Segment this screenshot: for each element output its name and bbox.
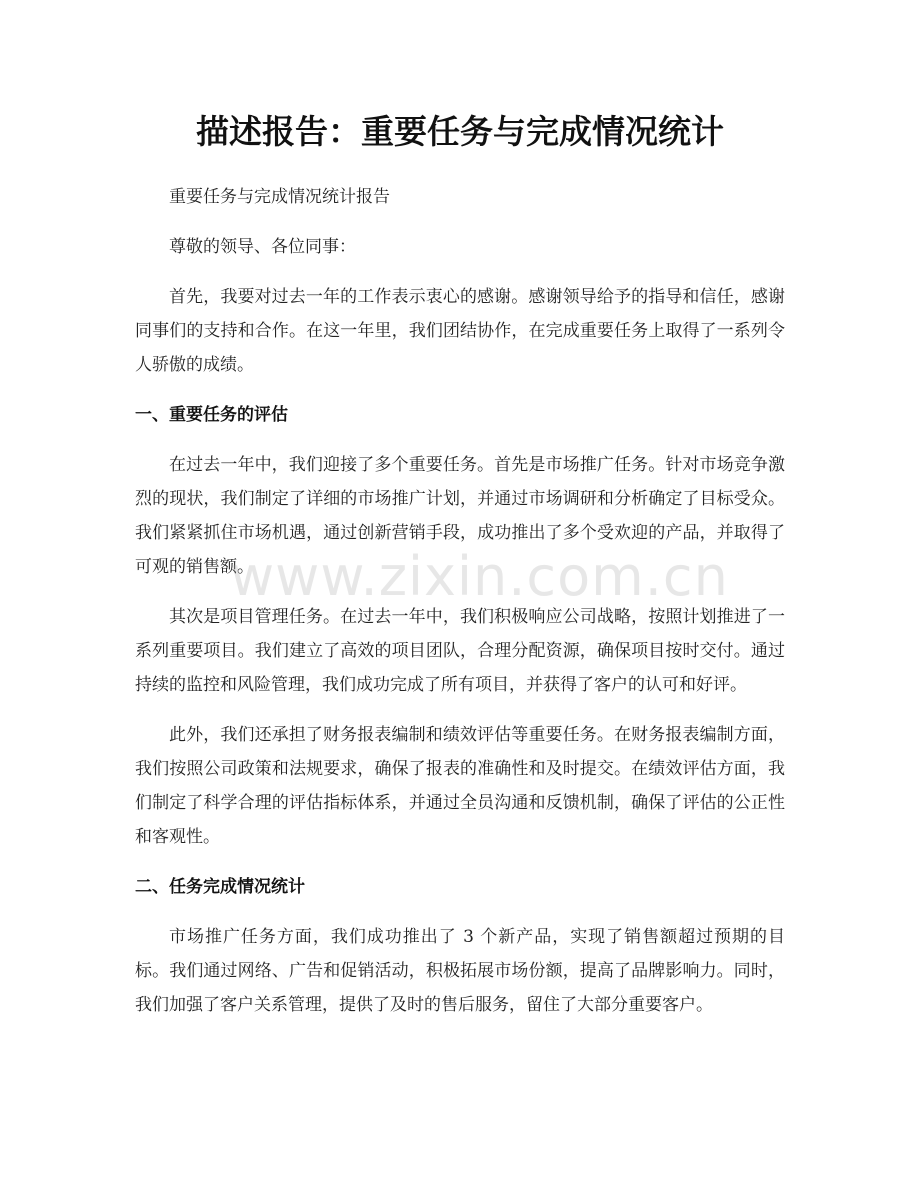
section-1-paragraph-2: 其次是项目管理任务。在过去一年中，我们积极响应公司战略，按照计划推进了一系列重要项目。我们建立了高效的项目团队，合理分配资源，确保项目按时交付。通过持续的监控和风险管理，我们成功完成了所有项目，并获得了客户的认可和好评。 (135, 607, 785, 695)
intro-paragraph: 首先，我要对过去一年的工作表示衷心的感谢。感谢领导给予的指导和信任，感谢同事们的支持和合作。在这一年里，我们团结协作，在完成重要任务上取得了一系列令人骄傲的成绩。 (135, 287, 785, 375)
document-title: 描述报告：重要任务与完成情况统计 (196, 112, 724, 151)
section-1-paragraph-3: 此外，我们还承担了财务报表编制和绩效评估等重要任务。在财务报表编制方面，我们按照公司政策和法规要求，确保了报表的准确性和及时提交。在绩效评估方面，我们制定了科学合理的评估指标体系，并通过全员沟通和反馈机制，确保了评估的公正性和客观性。 (135, 725, 785, 847)
document-body (135, 180, 785, 1038)
salutation: 尊敬的领导、各位同事： (169, 237, 356, 257)
section-1-heading: 一、重要任务的评估 (135, 405, 288, 425)
report-subtitle: 重要任务与完成情况统计报告 (169, 187, 390, 207)
section-2-heading: 二、任务完成情况统计 (135, 877, 305, 897)
watermark-text: www.zixin.com.cn (230, 545, 729, 608)
section-2-paragraph-1: 市场推广任务方面，我们成功推出了 3 个新产品，实现了销售额超过预期的目标。我们通过网络、广告和促销活动，积极拓展市场份额，提高了品牌影响力。同时，我们加强了客户关系管理，提供了及时的售后服务，留住了大部分重要客户。 (135, 927, 785, 1015)
section-1-paragraph-1: 在过去一年中，我们迎接了多个重要任务。首先是市场推广任务。针对市场竞争激烈的现状，我们制定了详细的市场推广计划，并通过市场调研和分析确定了目标受众。我们紧紧抓住市场机遇，通过创新营销手段，成功推出了多个受欢迎的产品，并取得了可观的销售额。 (135, 455, 785, 577)
